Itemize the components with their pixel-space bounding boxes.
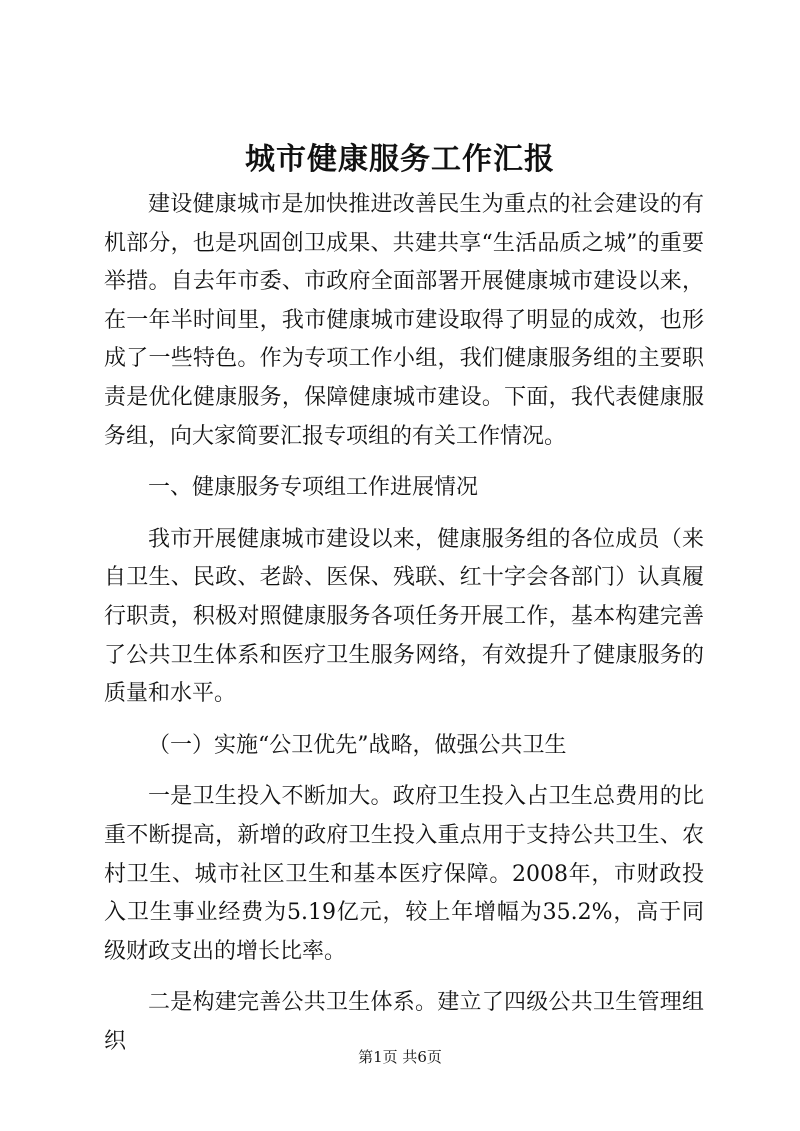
paragraph-point-2: 二是构建完善公共卫生体系。建立了四级公共卫生管理组织	[104, 990, 704, 1054]
paragraph-intro: 建设健康城市是加快推进改善民生为重点的社会建设的有机部分，也是巩固创卫成果、共建共享“生活品质之城”的重要举措。自去年市委、市政府全面部署开展健康城市建设以来，在一年半时间里，我市健康城市建设取得了明显的成效，也形成了一些特色。作为专项工作小组，我们健康服务组的主要职责是优化健康服务，保障健康城市建设。下面，我代表健康服务组，向大家简要汇报专项组的有关工作情况。	[104, 192, 704, 449]
page-number-footer: 第1页 共6页	[358, 1048, 442, 1066]
paragraph-point-1: 一是卫生投入不断加大。政府卫生投入占卫生总费用的比重不断提高，新增的政府卫生投入重点用于支持公共卫生、农村卫生、城市社区卫生和基本医疗保障。2008年，市财政投入卫生事业经费为5.19亿元，较上年增幅为35.2%，高于同级财政支出的增长比率。	[104, 784, 704, 964]
subsection-heading-1: （一）实施“公卫优先”战略，做强公共卫生	[148, 732, 567, 758]
paragraph-section-1: 我市开展健康城市建设以来，健康服务组的各位成员（来自卫生、民政、老龄、医保、残联、红十字会各部门）认真履行职责，积极对照健康服务各项任务开展工作，基本构建完善了公共卫生体系和医疗卫生服务网络，有效提升了健康服务的质量和水平。	[104, 526, 704, 707]
document-body	[104, 186, 704, 1061]
document-title: 城市健康服务工作汇报	[245, 142, 555, 177]
section-heading-1: 一、健康服务专项组工作进展情况	[148, 475, 479, 501]
